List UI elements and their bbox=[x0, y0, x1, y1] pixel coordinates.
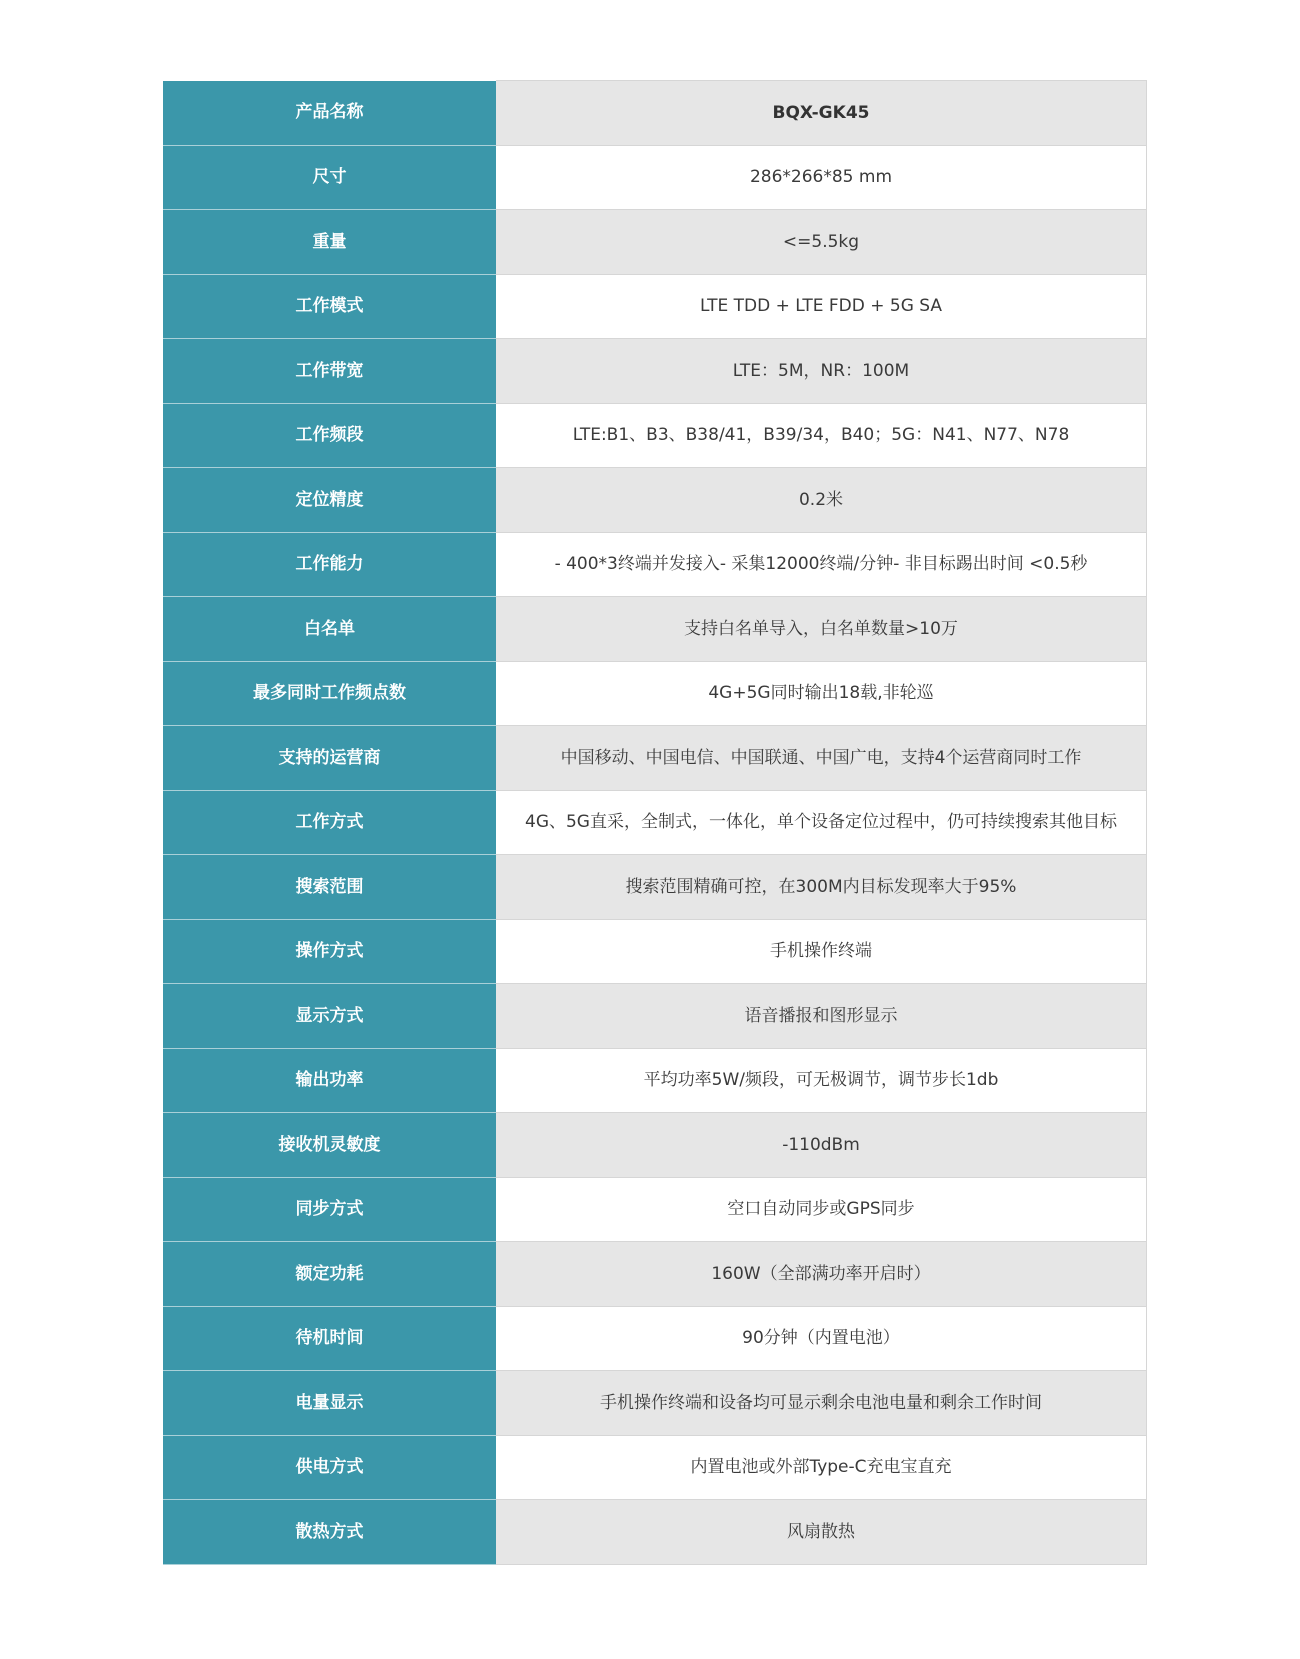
spec-label: 散热方式 bbox=[163, 1500, 496, 1565]
spec-value: 0.2米 bbox=[496, 468, 1147, 533]
spec-label: 供电方式 bbox=[163, 1435, 496, 1500]
spec-row bbox=[163, 1048, 1147, 1113]
spec-row bbox=[163, 145, 1147, 210]
spec-label: 操作方式 bbox=[163, 919, 496, 984]
spec-label: 工作模式 bbox=[163, 274, 496, 339]
spec-value: 4G、5G直采，全制式，一体化，单个设备定位过程中，仍可持续搜索其他目标 bbox=[496, 790, 1147, 855]
spec-value: -110dBm bbox=[496, 1113, 1147, 1178]
spec-value: 空口自动同步或GPS同步 bbox=[496, 1177, 1147, 1242]
spec-row bbox=[163, 1371, 1147, 1436]
spec-label: 尺寸 bbox=[163, 145, 496, 210]
spec-label: 白名单 bbox=[163, 597, 496, 662]
spec-label: 显示方式 bbox=[163, 984, 496, 1049]
spec-value: 286*266*85 mm bbox=[496, 145, 1147, 210]
spec-value: 语音播报和图形显示 bbox=[496, 984, 1147, 1049]
spec-label: 支持的运营商 bbox=[163, 726, 496, 791]
spec-row bbox=[163, 790, 1147, 855]
spec-row bbox=[163, 1435, 1147, 1500]
spec-label: 接收机灵敏度 bbox=[163, 1113, 496, 1178]
spec-label: 最多同时工作频点数 bbox=[163, 661, 496, 726]
spec-value: LTE TDD + LTE FDD + 5G SA bbox=[496, 274, 1147, 339]
spec-row bbox=[163, 339, 1147, 404]
spec-value: 160W（全部满功率开启时） bbox=[496, 1242, 1147, 1307]
spec-value: 支持白名单导入，白名单数量>10万 bbox=[496, 597, 1147, 662]
spec-table-body bbox=[163, 81, 1147, 1565]
spec-label: 工作带宽 bbox=[163, 339, 496, 404]
spec-value: 内置电池或外部Type-C充电宝直充 bbox=[496, 1435, 1147, 1500]
spec-value: 4G+5G同时输出18载,非轮巡 bbox=[496, 661, 1147, 726]
spec-value: 手机操作终端和设备均可显示剩余电池电量和剩余工作时间 bbox=[496, 1371, 1147, 1436]
spec-row bbox=[163, 1113, 1147, 1178]
spec-row bbox=[163, 919, 1147, 984]
spec-label: 搜索范围 bbox=[163, 855, 496, 920]
spec-row bbox=[163, 468, 1147, 533]
spec-label: 工作频段 bbox=[163, 403, 496, 468]
spec-value: 平均功率5W/频段，可无极调节，调节步长1db bbox=[496, 1048, 1147, 1113]
spec-row bbox=[163, 1500, 1147, 1565]
spec-label: 工作方式 bbox=[163, 790, 496, 855]
spec-row bbox=[163, 403, 1147, 468]
spec-value: 手机操作终端 bbox=[496, 919, 1147, 984]
spec-value: 90分钟（内置电池） bbox=[496, 1306, 1147, 1371]
spec-row bbox=[163, 855, 1147, 920]
spec-row bbox=[163, 210, 1147, 275]
spec-row bbox=[163, 1242, 1147, 1307]
spec-row bbox=[163, 726, 1147, 791]
spec-value: LTE:B1、B3、B38/41，B39/34，B40；5G：N41、N77、N78 bbox=[496, 403, 1147, 468]
spec-label: 电量显示 bbox=[163, 1371, 496, 1436]
spec-label: 待机时间 bbox=[163, 1306, 496, 1371]
spec-value: LTE：5M，NR：100M bbox=[496, 339, 1147, 404]
spec-row-product-name bbox=[163, 81, 1147, 146]
spec-row bbox=[163, 984, 1147, 1049]
spec-row bbox=[163, 1177, 1147, 1242]
spec-label: 工作能力 bbox=[163, 532, 496, 597]
spec-value: BQX-GK45 bbox=[496, 81, 1147, 146]
spec-row bbox=[163, 274, 1147, 339]
spec-value: <=5.5kg bbox=[496, 210, 1147, 275]
spec-label: 产品名称 bbox=[163, 81, 496, 146]
spec-label: 额定功耗 bbox=[163, 1242, 496, 1307]
spec-label: 同步方式 bbox=[163, 1177, 496, 1242]
spec-table bbox=[163, 80, 1147, 1565]
spec-label: 定位精度 bbox=[163, 468, 496, 533]
spec-row bbox=[163, 597, 1147, 662]
spec-value: 风扇散热 bbox=[496, 1500, 1147, 1565]
spec-row bbox=[163, 661, 1147, 726]
spec-label: 输出功率 bbox=[163, 1048, 496, 1113]
spec-value: 搜索范围精确可控，在300M内目标发现率大于95% bbox=[496, 855, 1147, 920]
spec-row bbox=[163, 532, 1147, 597]
spec-value: 中国移动、中国电信、中国联通、中国广电，支持4个运营商同时工作 bbox=[496, 726, 1147, 791]
spec-row bbox=[163, 1306, 1147, 1371]
spec-label: 重量 bbox=[163, 210, 496, 275]
spec-value: - 400*3终端并发接入- 采集12000终端/分钟- 非目标踢出时间 <0.5秒 bbox=[496, 532, 1147, 597]
